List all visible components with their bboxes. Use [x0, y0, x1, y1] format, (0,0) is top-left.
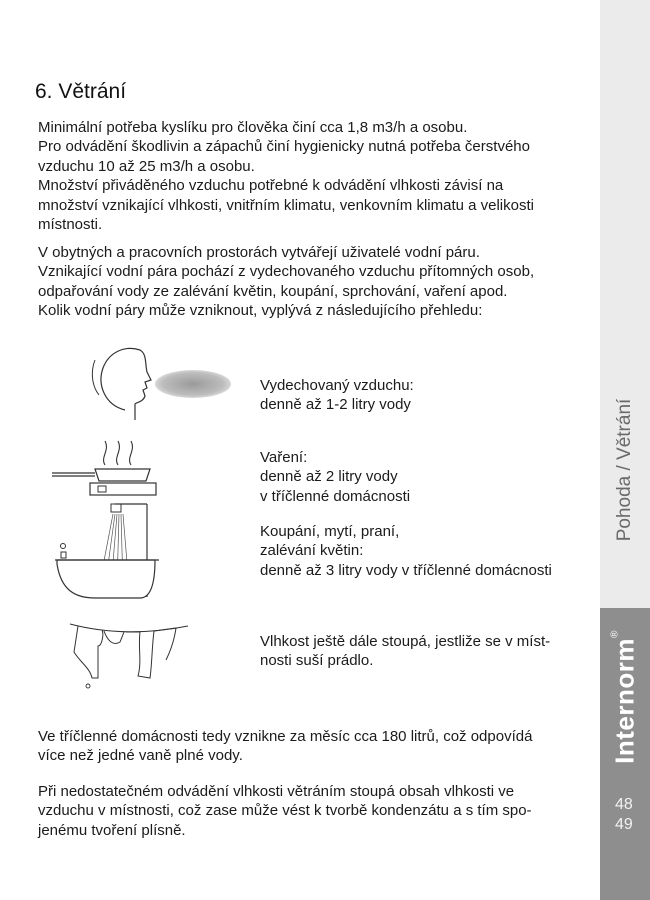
- intro-line: množství vznikající vlhkosti, vnitřním klimatu, venkovním klimatu a velikosti: [38, 196, 534, 214]
- intro-paragraph: [38, 118, 578, 234]
- intro-line: místnosti.: [38, 216, 103, 234]
- summary-line: více než jedné vaně plné vody.: [38, 747, 243, 765]
- conclusion-paragraph: [38, 782, 578, 840]
- conclusion-line: vzduchu v místnosti, což zase může vést k tvorbě kondenzátu a s tím spo-: [38, 802, 532, 820]
- sources-line: Kolik vodní páry může vzniknout, vyplývá z následujícího přehledu:: [38, 302, 483, 320]
- summary-paragraph: [38, 727, 578, 766]
- summary-line: Ve tříčlenné domácnosti tedy vznikne za měsíc cca 180 litrů, což odpovídá: [38, 728, 533, 745]
- item-exhaled-air: [260, 376, 590, 415]
- conclusion-line: jenému tvoření plísně.: [38, 821, 186, 839]
- item-line: zalévání květin:: [260, 542, 364, 560]
- item-line: Koupání, mytí, praní,: [260, 523, 400, 540]
- brand-logo: [610, 630, 641, 764]
- item-bathing: [260, 522, 590, 580]
- item-line: Vlhkost ještě dále stoupá, jestliže se v míst-: [260, 633, 551, 650]
- item-line: v tříčlenné domácnosti: [260, 487, 411, 505]
- item-line: Vaření:: [260, 449, 308, 466]
- intro-line: Pro odvádění škodlivin a zápachů činí hygienicky nutná potřeba čerstvého: [38, 138, 530, 156]
- brand-name: Internorm: [609, 638, 640, 764]
- item-line: Vydechovaný vzduchu:: [260, 377, 414, 394]
- item-line: nosti suší prádlo.: [260, 652, 374, 670]
- item-line: denně až 1-2 litry vody: [260, 396, 411, 414]
- intro-line: Minimální potřeba kyslíku pro člověka činí cca 1,8 m3/h a osobu.: [38, 119, 468, 136]
- item-cooking: [260, 448, 590, 506]
- item-drying-laundry: [260, 632, 590, 671]
- sidebar-section-label: Pohoda / Větrání: [614, 398, 635, 542]
- cooking-pan-icon: [50, 435, 165, 500]
- sources-line: Vznikající vodní pára pochází z vydechovaného vzduchu přítomných osob,: [38, 263, 535, 281]
- drying-laundry-icon: [68, 612, 193, 692]
- page-number-left: 48: [615, 796, 633, 813]
- shower-bath-icon: [55, 502, 165, 607]
- intro-line: Množství přiváděného vzduchu potřebné k odvádění vlhkosti závisí na: [38, 177, 504, 195]
- sources-line: odpařování vody ze zalévání květin, koupání, sprchování, vaření apod.: [38, 282, 508, 300]
- item-line: denně až 2 litry vody: [260, 468, 398, 486]
- page-number-right: 49: [615, 816, 633, 833]
- section-heading: 6. Větrání: [35, 80, 127, 103]
- item-line: denně až 3 litry vody v tříčlenné domácnosti: [260, 561, 552, 579]
- sources-line: V obytných a pracovních prostorách vytvářejí uživatelé vodní páru.: [38, 244, 480, 261]
- registered-mark: ®: [609, 630, 621, 639]
- conclusion-line: Při nedostatečném odvádění vlhkosti větráním stoupá obsah vlhkosti ve: [38, 783, 515, 800]
- sources-paragraph: [38, 243, 578, 321]
- intro-line: vzduchu 10 až 25 m3/h a osobu.: [38, 157, 255, 175]
- exhaling-head-icon: [85, 340, 235, 425]
